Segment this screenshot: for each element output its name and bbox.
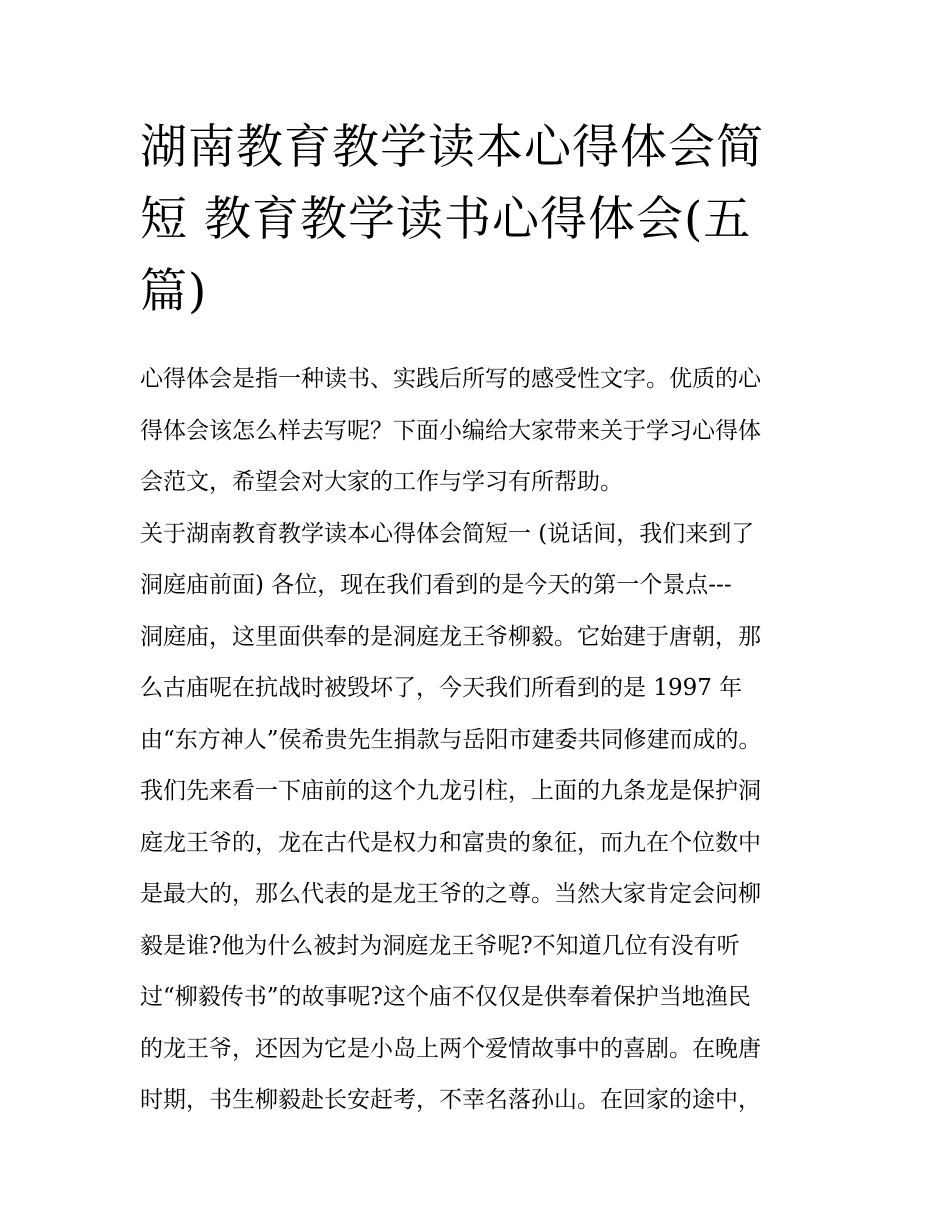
title-line: 湖南教育教学读本心得体会简 — [140, 120, 764, 175]
body-line: 的龙王爷，还因为它是小岛上两个爱情故事中的喜剧。在晚唐 — [140, 1035, 761, 1062]
body-line: 心得体会是指一种读书、实践后所写的感受性文字。优质的心 — [140, 366, 761, 392]
body-line: 我们先来看一下庙前的这个九龙引柱，上面的九条龙是保护洞 — [140, 778, 761, 804]
body-line: 是最大的，那么代表的是龙王爷的之尊。当然大家肯定会问柳 — [140, 881, 761, 907]
document-body — [140, 354, 830, 1127]
body-line: 得体会该怎么样去写呢？下面小编给大家带来关于学习心得体 — [140, 417, 761, 444]
body-line: 庭龙王爷的，龙在古代是权力和富贵的象征，而九在个位数中 — [140, 829, 761, 856]
body-line: 由“东方神人”侯希贵先生捐款与岳阳市建委共同修建而成的。 — [140, 726, 762, 753]
body-line: 毅是谁?他为什么被封为洞庭龙王爷呢?不知道几位有没有听 — [140, 932, 740, 959]
document-title — [140, 112, 820, 328]
body-line: 洞庭庙，这里面供奉的是洞庭龙王爷柳毅。它始建于唐朝，那 — [140, 623, 761, 650]
body-line: 么古庙呢在抗战时被毁坏了，今天我们所看到的是 1997 年 — [140, 675, 743, 701]
body-line: 洞庭庙前面) 各位，现在我们看到的是今天的第一个景点--- — [140, 572, 732, 598]
title-line: 篇) — [140, 264, 208, 319]
body-line: 过“柳毅传书”的故事呢?这个庙不仅仅是供奉着保护当地渔民 — [140, 984, 751, 1010]
body-line: 时期，书生柳毅赴长安赶考，不幸名落孙山。在回家的途中， — [140, 1087, 761, 1113]
body-line: 会范文，希望会对大家的工作与学习有所帮助。 — [140, 469, 623, 495]
body-line: 关于湖南教育教学读本心得体会简短一 (说话间，我们来到了 — [140, 520, 755, 547]
title-line: 短 教育教学读书心得体会(五 — [140, 192, 752, 247]
